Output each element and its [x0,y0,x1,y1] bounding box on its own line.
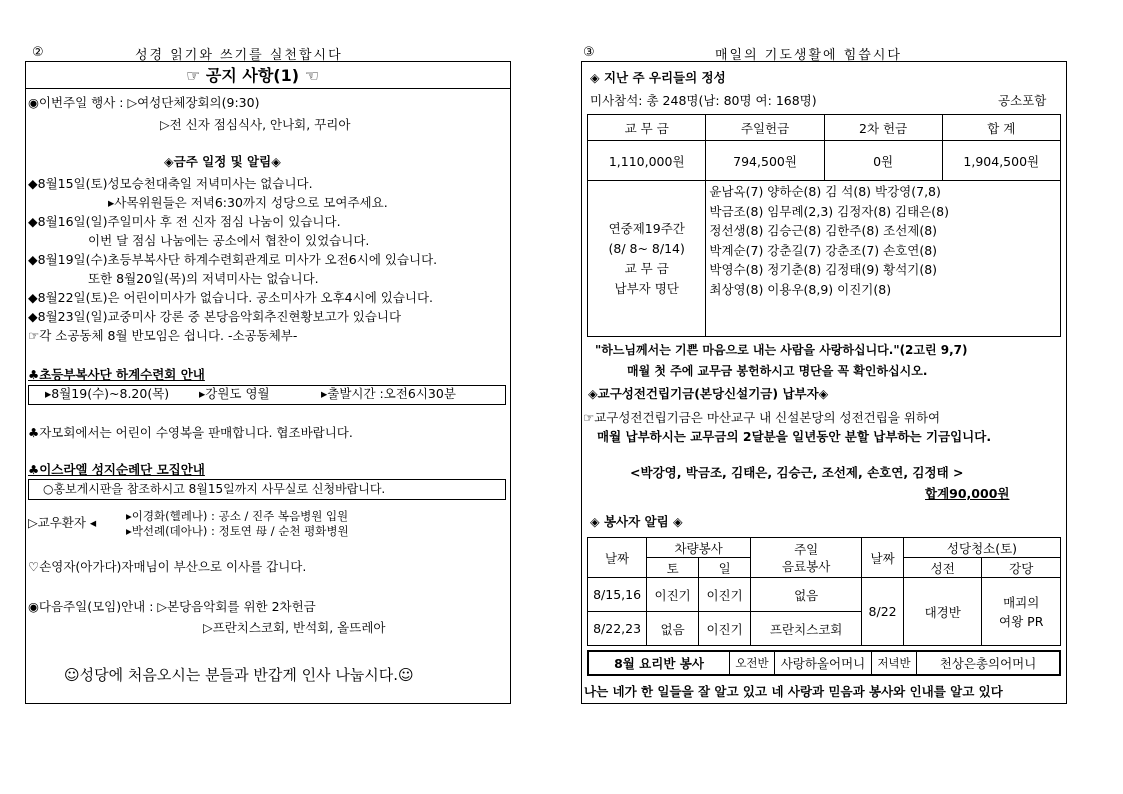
footer-verse: 나는 네가 한 일들을 잘 알고 있고 네 사랑과 믿음과 봉사와 인내를 알고 있다 [584,684,1003,699]
kitchen-label: 8월 요리반 봉사 [588,651,730,675]
welcome-line: ☺성당에 처음오시는 분들과 반갑게 인사 나눕시다.☺ [64,666,414,684]
svc-sat-header: 토 [647,558,699,578]
israel-body: ○홍보게시판을 참조하시고 8월15일까지 사무실로 신청바랍니다. [43,482,386,496]
moving-notice: ♡손영자(아가다)자매님이 부산으로 이사를 갑니다. [28,559,307,574]
svc-r1-sun: 이진기 [699,578,751,612]
title-divider [26,88,510,89]
fund-donors: <박강영, 박금조, 김태은, 김승근, 조선제, 손호연, 김정태 > [630,465,964,480]
val-total: 1,904,500원 [942,141,1060,181]
camp-info-box [28,385,506,405]
kitchen-pm-group: 천상은총의어머니 [917,651,1061,675]
svc-clean-header: 성당청소(토) [903,538,1060,558]
donor-row: 정선생(8) 김승근(8) 김한주(8) 조선제(8) [709,223,938,238]
donor-row: 박금조(8) 임무례(2,3) 김정자(8) 김태은(8) [709,203,949,219]
svc-sanct-header: 성전 [903,558,981,578]
svc-car-header: 차량봉사 [647,538,751,558]
donor-label [588,181,706,337]
svc-date2-header: 날짜 [862,538,904,578]
val-tithe: 1,110,000원 [588,141,706,181]
attendance-note: 공소포함 [998,93,1047,108]
donor-row: 박영수(8) 정기춘(8) 김정태(9) 황석기(8) [709,262,938,277]
camp-title: ♣초등부복사단 하계수련회 안내 [28,367,205,382]
svc-clean-sanct: 대경반 [903,578,981,646]
offering-title: ◈ 지난 주 우리들의 정성 [590,70,726,85]
schedule-line-2: ▸사목위원들은 저녁6:30까지 성당으로 모여주세요. [108,195,388,210]
this-week-events: ◉이번주일 행사 : ▷여성단체장회의(9:30) [28,95,260,110]
kitchen-am-label: 오전반 [730,651,775,675]
fund-title: ◈교구성전건립기금(본당신설기금) 납부자◈ [588,386,829,401]
service-title: ◈ 봉사자 알림 ◈ [590,514,683,529]
camp-place: ▸강원도 영월 [199,386,270,401]
donor-row: 최상영(8) 이용우(8,9) 이진기(8) [709,281,892,297]
offering-table [587,114,1061,337]
page-header-right: 매일의 기도생활에 힘씁시다 [715,48,902,63]
fund-total: 합계90,000원 [925,486,1010,501]
donor-label-4: 납부자 명단 [614,280,679,296]
svc-hall-header: 강당 [982,558,1061,578]
hdr-sunday: 주일헌금 [706,115,824,141]
kitchen-table [587,650,1061,676]
service-table [587,537,1061,646]
notice-title: ☞ 공지 사항(1) ☜ [186,66,319,85]
schedule-line-5: ◆8월19일(수)초등부복사단 하계수련회관계로 미사가 오전6시에 있습니다. [28,252,438,267]
svc-drink-h2: 음료봉사 [781,558,831,574]
left-page-frame [25,61,511,704]
schedule-line-7: ◆8월22일(토)은 어린이미사가 없습니다. 공소미사가 오후4시에 있습니다. [28,290,434,305]
fund-desc-2: 매월 납부하시는 교무금의 2달분을 일년동안 분할 납부하는 기금입니다. [597,429,992,444]
tithe-reminder: 매월 첫 주에 교무금 봉헌하시고 명단을 꼭 확인하십시오. [627,364,928,378]
svc-drink-h1: 주일 [794,541,819,557]
svc-r1-drink: 없음 [751,578,862,612]
kitchen-am-group: 사랑하올어머니 [775,651,872,675]
camp-date: ▸8월19(수)~8.20(목) [45,386,170,401]
svc-r1-date: 8/15,16 [588,578,647,612]
kitchen-pm-label: 저녁반 [872,651,917,675]
next-week: ◉다음주일(모임)안내 : ▷본당음악회를 위한 2차헌금 [28,599,316,614]
schedule-line-8: ◆8월23일(일)교중미사 강론 중 본당음악회추진현황보고가 있습니다 [28,309,402,324]
svc-clean-date: 8/22 [862,578,904,646]
svc-sun-header: 일 [699,558,751,578]
fund-desc-1: ☞교구성전건립기금은 마산교구 내 신설본당의 성전건립을 위하여 [583,410,941,425]
svc-date-header: 날짜 [588,538,647,578]
schedule-title: ◈금주 일정 및 알림◈ [164,154,281,169]
hdr-total: 합 계 [942,115,1060,141]
hdr-tithe: 교 무 금 [588,115,706,141]
donor-label-2: (8/ 8~ 8/14) [608,240,685,256]
page-number-left: ② [32,45,44,60]
page-header-left: 성경 읽기와 쓰기를 실천합시다 [135,48,343,63]
donor-row: 윤남옥(7) 양하순(8) 김 석(8) 박강영(7,8) [709,184,941,199]
val-second: 0원 [824,141,942,181]
schedule-line-3: ◆8월16일(일)주일미사 후 전 신자 점심 나눔이 있습니다. [28,214,341,229]
sick-1: ▸이경화(헬레나) : 공소 / 진주 복음병원 입원 [126,509,349,523]
svc-r1-sat: 이진기 [647,578,699,612]
schedule-line-1: ◆8월15일(토)성모승천대축일 저녁미사는 없습니다. [28,176,313,191]
svc-clean-hall: 매괴의 여왕 PR [982,578,1061,646]
donor-row: 박계순(7) 강춘길(7) 강춘조(7) 손호연(8) [709,242,938,258]
schedule-line-4: 이번 달 점심 나눔에는 공소에서 협찬이 있었습니다. [88,233,370,248]
hdr-second: 2차 헌금 [824,115,942,141]
this-week-events-2: ▷전 신자 점심식사, 안나회, 꾸리아 [160,117,351,132]
svc-r2-date: 8/22,23 [588,612,647,646]
camp-time: ▸출발시간 :오전6시30분 [321,386,456,401]
svc-r2-sun: 이진기 [699,612,751,646]
schedule-line-6: 또한 8월20일(목)의 저녁미사는 없습니다. [88,271,319,286]
svc-r2-drink: 프란치스코회 [751,612,862,646]
israel-box [28,479,506,500]
sick-label: ▷교우환자 ◂ [28,515,97,530]
sick-2: ▸박선례(데아나) : 정토연 母 / 순천 평화병원 [126,524,349,538]
mothers-notice: ♣자모회에서는 어린이 수영복을 판매합니다. 협조바랍니다. [28,425,353,440]
svc-drink-header [751,538,862,578]
page-number-right: ③ [583,45,595,60]
schedule-line-9: ☞각 소공동체 8월 반모임은 쉽니다. -소공동체부- [28,328,298,343]
next-week-2: ▷프란치스코회, 반석회, 올뜨레아 [203,620,386,635]
svc-r2-sat: 없음 [647,612,699,646]
val-sunday: 794,500원 [706,141,824,181]
donor-label-1: 연중제19주간 [608,220,685,236]
donor-list [706,181,1061,337]
israel-title: ♣이스라엘 성지순례단 모집안내 [28,462,205,477]
donor-label-3: 교 무 금 [624,260,669,276]
attendance: 미사참석: 총 248명(남: 80명 여: 168명) [590,93,817,108]
bible-quote: "하느님께서는 기쁜 마음으로 내는 사람을 사랑하십니다."(2고린 9,7) [595,343,968,357]
